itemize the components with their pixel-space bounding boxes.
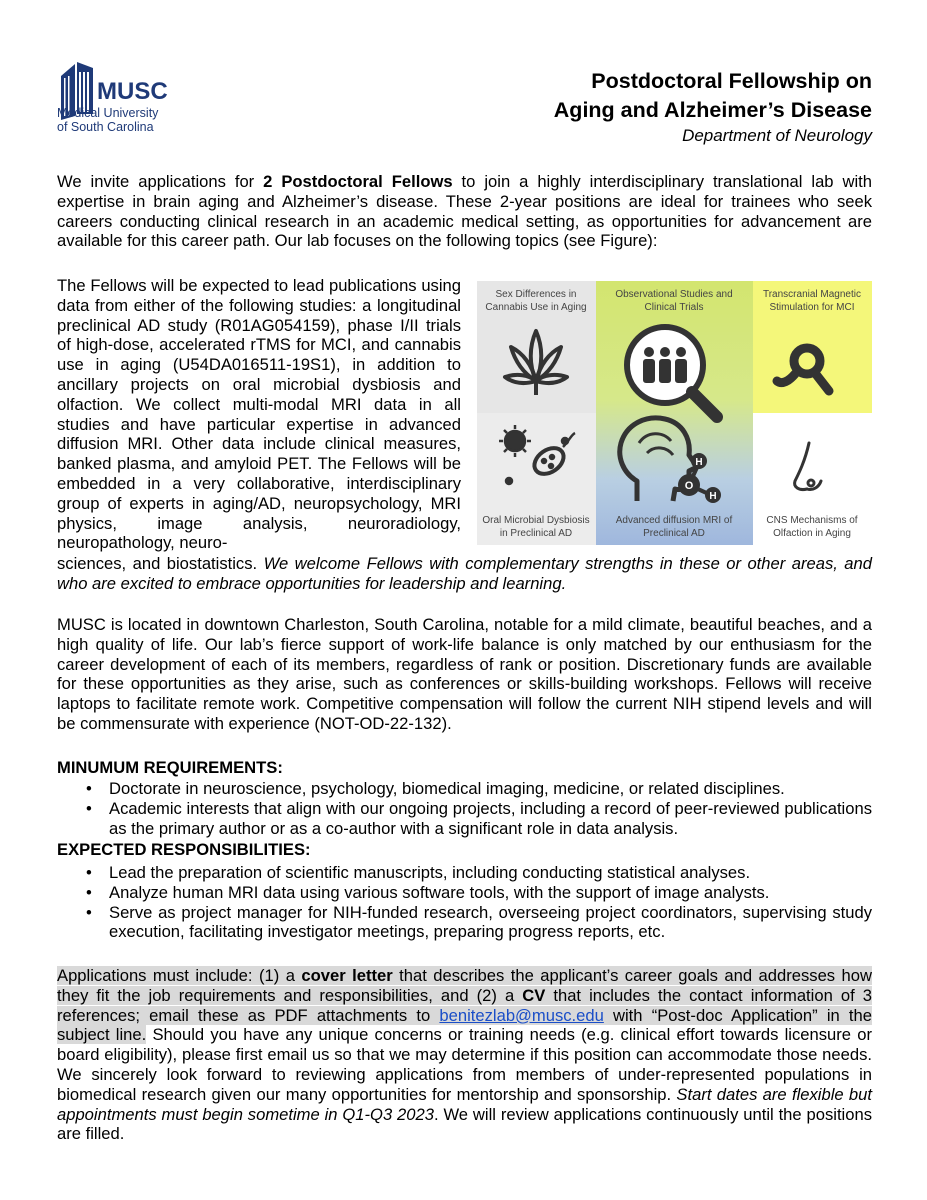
app-text-4: with “Post-doc Application” in the subject line. bbox=[57, 1005, 872, 1045]
topic-6-line1: CNS Mechanisms of bbox=[766, 515, 858, 526]
topic-2-line1: Observational Studies and bbox=[615, 289, 733, 300]
logo-text bbox=[57, 78, 168, 134]
applications-paragraph bbox=[57, 966, 872, 1144]
water-o-label: O bbox=[684, 480, 694, 492]
topic-5-line2: Preclinical AD bbox=[643, 528, 705, 539]
topic-1-line1: Sex Differences in bbox=[495, 289, 577, 300]
water-h2-label: H bbox=[709, 491, 717, 502]
requirement-item: • Academic interests that align with our ongoing projects, including a record of peer-reviewed publications as the primary author or as a co-author with a significant role in data analysis. bbox=[57, 799, 872, 839]
topic-2-line2: Clinical Trials bbox=[644, 302, 704, 313]
topic-1-line2: Cannabis Use in Aging bbox=[485, 302, 587, 313]
fellows-paragraph-end bbox=[57, 554, 872, 594]
logo-subtitle-2: of South Carolina bbox=[57, 120, 154, 134]
intro-rest: to join a highly interdisciplinary translational lab with expertise in brain aging and Alzheimer’s disease. These 2-year positions are ideal for trainees who seek careers conducting clinical research in an academic medical setting, as opportunities for advancement are available for this career path. Our lab focuses on the following topics (see Figure): bbox=[57, 172, 872, 251]
requirement-item: • Doctorate in neuroscience, psychology, biomedical imaging, medicine, or related disciplines. bbox=[57, 779, 872, 799]
requirements-list bbox=[57, 779, 872, 838]
fellows-italic: We welcome Fellows with complementary strengths in these or other areas, and who are excited to embrace opportunities for leadership and learning. bbox=[57, 554, 872, 593]
intro-paragraph bbox=[57, 172, 872, 251]
figure-panel-center bbox=[596, 281, 753, 545]
research-topics-figure bbox=[477, 281, 872, 545]
fellows-end-text: sciences, and biostatistics. bbox=[57, 554, 264, 573]
topic-3-line1: Transcranial Magnetic bbox=[762, 289, 862, 300]
responsibility-item: • Lead the preparation of scientific manuscripts, including conducting statistical analyses. bbox=[57, 863, 872, 883]
app-text-3: that includes the contact information of 3 references; email these as PDF attachments to bbox=[57, 985, 872, 1025]
topic-6-line2: Olfaction in Aging bbox=[773, 528, 851, 539]
app-text-1: Applications must include: (1) a bbox=[57, 966, 302, 985]
requirements-heading: MINUMUM REQUIREMENTS: bbox=[57, 758, 283, 777]
topic-4-line2: in Preclinical AD bbox=[499, 528, 573, 539]
app-start-dates: Start dates are flexible but appointments must begin sometime in Q1-Q3 2023 bbox=[57, 1084, 872, 1124]
topic-5-line1: Advanced diffusion MRI of bbox=[615, 515, 733, 526]
title-block bbox=[554, 67, 872, 147]
intro-bold: 2 Postdoctoral Fellows bbox=[263, 172, 453, 191]
page-title-line2: Aging and Alzheimer’s Disease bbox=[553, 98, 872, 122]
logo-subtitle-1: Medical University bbox=[57, 106, 159, 120]
logo-name: MUSC bbox=[97, 78, 168, 105]
app-text-6: . We will review applications continuously until the positions are filled. bbox=[57, 1104, 872, 1144]
topic-4-line1: Oral Microbial Dysbiosis bbox=[482, 515, 590, 526]
responsibility-item: • Serve as project manager for NIH-funded research, overseeing project coordinators, supervising study execution, facilitating investigator meetings, preparing progress reports, etc. bbox=[57, 903, 872, 943]
department-name: Department of Neurology bbox=[682, 126, 872, 145]
intro-lead: We invite applications for bbox=[57, 172, 264, 191]
responsibilities-list bbox=[57, 863, 872, 942]
water-h1-label: H bbox=[695, 457, 703, 468]
page-title-line1: Postdoctoral Fellowship on bbox=[591, 69, 872, 93]
app-cv: CV bbox=[522, 985, 546, 1005]
app-text-2: that describes the applicant’s career goals and addresses how they fit the job requirements and responsibilities, and (2) a bbox=[57, 966, 872, 1005]
app-text-5: Should you have any unique concerns or training needs (e.g. clinical effort towards licensure or board eligibility), please first email us so that we may determine if this position can accommodate those needs. We sincerely look forward to reviewing applications from members of under-represented populations in biomedical research given our many opportunities for mentorship and sponsorship. bbox=[57, 1025, 872, 1104]
responsibility-item: • Analyze human MRI data using various software tools, with the support of image analysts. bbox=[57, 883, 872, 903]
email-link[interactable]: benitezlab@musc.edu bbox=[439, 1005, 604, 1025]
location-paragraph: MUSC is located in downtown Charleston, South Carolina, notable for a mild climate, beautiful beaches, and a high quality of life. Our lab’s fierce support of work-life balance is only matched by our enthusiasm for the career development of each of its members, regardless of rank or position. Discretionary funds are available for these opportunities as they arise, such as conferences or skills-building workshops. Fellows will receive laptops to facilitate remote work. Competitive compensation will follow the current NIH stipend levels and will be commensurate with experience (NOT-OD-22-132). bbox=[57, 615, 872, 733]
app-cover-letter: cover letter bbox=[301, 966, 393, 985]
topic-3-line2: Stimulation for MCI bbox=[769, 302, 855, 313]
fellows-paragraph: The Fellows will be expected to lead publications using data from either of the following studies: a longitudinal preclinical AD study (R01AG054159), phase I/II trials of high-dose, accelerated rTMS for MCI, and cannabis use in aging (U54DA016511-19S1), in addition to ancillary projects on oral microbial dysbiosis and olfaction. We collect multi-modal MRI data in all studies and have particular expertise in advanced diffusion MRI. Other data include clinical measures, banked plasma, and amyloid PET. The Fellows will be embedded in a very collaborative, interdisciplinary group of experts in aging/AD, neuropsychology, MRI physics, image analysis, neuroradiology, neuropathology, neuro- bbox=[57, 276, 461, 553]
responsibilities-heading: EXPECTED RESPONSIBILITIES: bbox=[57, 840, 311, 859]
